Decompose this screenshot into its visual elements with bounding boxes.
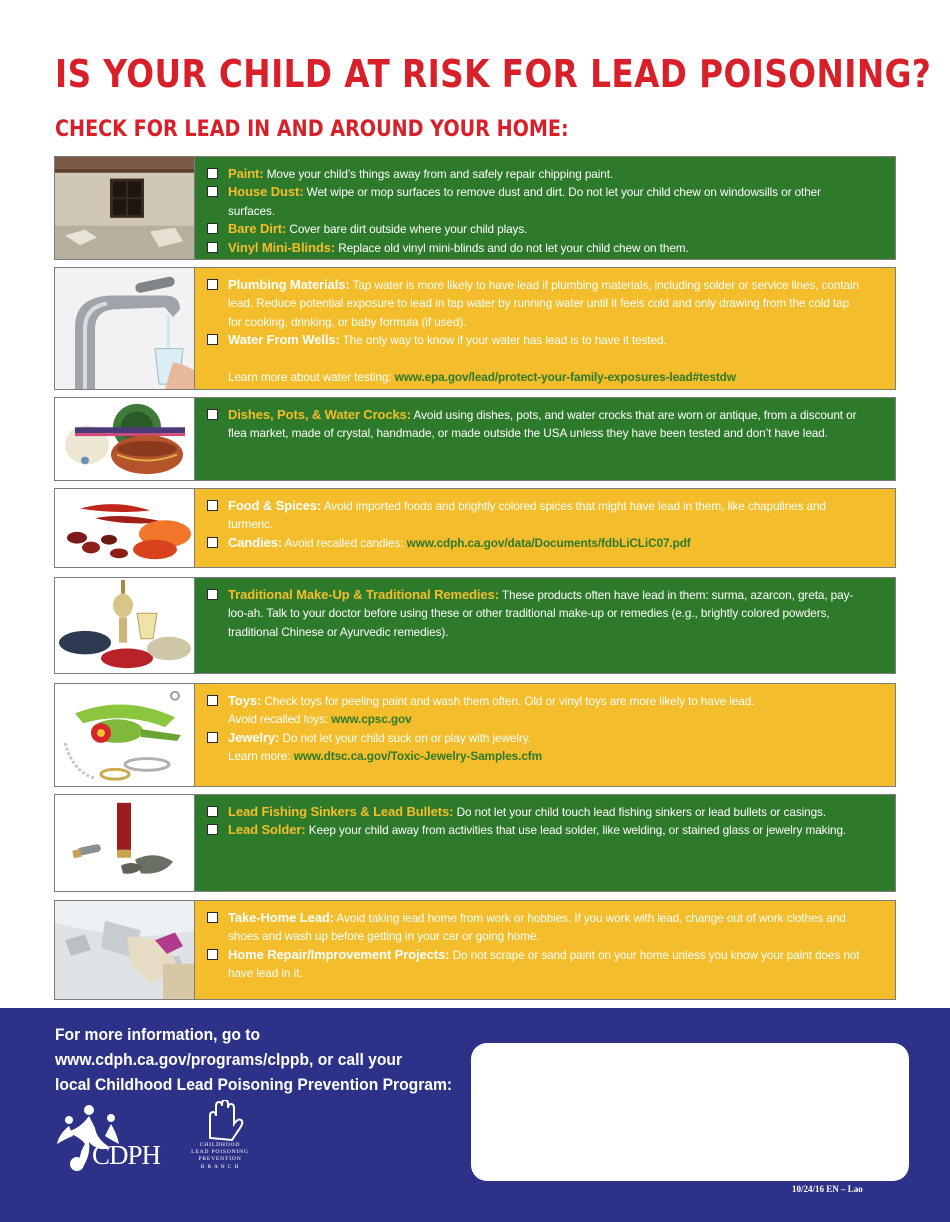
cdph-candy-link[interactable]: www.cdph.ca.gov/data/Documents/fdbLiCLiC07.pdf xyxy=(406,535,691,550)
clppb-logo xyxy=(188,1100,252,1182)
handprint-icon xyxy=(188,1100,252,1142)
section-food-content xyxy=(195,489,895,567)
clppb-wordmark: CHILDHOOD LEAD POISONING PREVENTION B R A N C H xyxy=(191,1142,249,1170)
checkbox[interactable] xyxy=(207,912,218,923)
scraping-paint-photo xyxy=(55,901,195,999)
section-fishing-content xyxy=(195,795,895,891)
section-makeup-content xyxy=(195,578,895,673)
checkbox[interactable] xyxy=(207,695,218,706)
checkbox[interactable] xyxy=(207,589,218,600)
checkbox[interactable] xyxy=(207,242,218,253)
checklist-item: Dishes, Pots, & Water Crocks: Avoid using dishes, pots, and water crocks that are worn or antique, from a discount or flea market, made of crystal, handmade, or made outside the USA unless they have been tested and don’t have lead. xyxy=(207,406,865,443)
checklist-item: Jewelry: Do not let your child suck on or play with jewelry. Learn more: www.dtsc.ca.gov/Toxic-Jewelry-Samples.cfm xyxy=(207,729,865,766)
checklist-item: Plumbing Materials: Tap water is more likely to have lead if plumbing materials, including solder or service lines, contain lead. Reduce potential exposure to lead in tap water by running water until it feels cold and only drawing from the cold tap for cooking, drinking, or baby formula (if used). xyxy=(207,276,865,331)
checkbox[interactable] xyxy=(207,409,218,420)
cdph-programs-link[interactable]: www.cdph.ca.gov/programs/clppb, or call your xyxy=(55,1050,403,1069)
epa-link[interactable]: www.epa.gov/lead/protect-your-family-exposures-lead#testdw xyxy=(394,369,736,384)
section-toys xyxy=(54,683,896,787)
water-testing-note: Learn more about water testing: www.epa.gov/lead/protect-your-family-exposures-lead#testdw xyxy=(228,369,736,384)
section-water-content xyxy=(195,268,895,389)
checklist-item: Toys: Check toys for peeling paint and wash them often. Old or vinyl toys are more likely to have lead. Avoid recalled toys: www.cpsc.gov xyxy=(207,692,865,729)
faucet-photo xyxy=(55,268,195,389)
section-water xyxy=(54,267,896,390)
checklist-item: Lead Solder: Keep your child away from activities that use lead solder, like welding, or stained glass or jewelry making. xyxy=(207,821,865,839)
section-fishing xyxy=(54,794,896,892)
checklist-item: Bare Dirt: Cover bare dirt outside where your child plays. xyxy=(207,220,865,238)
checkbox[interactable] xyxy=(207,334,218,345)
cpsc-link[interactable]: www.cpsc.gov xyxy=(331,712,412,727)
checklist-item: Water From Wells: The only way to know if your water has lead is to have it tested. xyxy=(207,331,865,349)
checkbox[interactable] xyxy=(207,732,218,743)
cdph-logo: CDPH xyxy=(55,1096,170,1178)
section-makeup xyxy=(54,577,896,674)
page-title: IS YOUR CHILD AT RISK FOR LEAD POISONING? xyxy=(55,52,932,96)
checklist-item: Take-Home Lead: Avoid taking lead home from work or hobbies. If you work with lead, change out of work clothes and shoes and wash up before getting in your car or going home. xyxy=(207,909,865,946)
checkbox[interactable] xyxy=(207,168,218,179)
section-takehome-content xyxy=(195,901,895,999)
checkbox[interactable] xyxy=(207,824,218,835)
checkbox[interactable] xyxy=(207,500,218,511)
dishes-photo xyxy=(55,398,195,480)
checkbox[interactable] xyxy=(207,186,218,197)
checkbox[interactable] xyxy=(207,223,218,234)
sinkers-bullets-photo xyxy=(55,795,195,891)
section-dishes xyxy=(54,397,896,481)
section-home xyxy=(54,156,896,260)
version-label: 10/24/16 EN – Lao xyxy=(792,1184,863,1194)
section-dishes-content xyxy=(195,398,895,480)
checklist-item: Traditional Make-Up & Traditional Remedies: These products often have lead in them: surma, azarcon, greta, pay-loo-ah. Talk to your doctor before using these or other traditional make-up or remedies (e.g., brightly colored powders, traditional Chinese or Ayurvedic remedies). xyxy=(207,586,865,641)
checklist-item: Home Repair/Improvement Projects: Do not scrape or sand paint on your home unless you know your paint does not have lead in it. xyxy=(207,946,865,983)
section-takehome xyxy=(54,900,896,1000)
checklist-item: Candies: Avoid recalled candies: www.cdph.ca.gov/data/Documents/fdbLiCLiC07.pdf xyxy=(207,534,865,552)
checklist-item: Lead Fishing Sinkers & Lead Bullets: Do not let your child touch lead fishing sinkers or lead bullets or casings. xyxy=(207,803,865,821)
checklist-item: Vinyl Mini-Blinds: Replace old vinyl mini-blinds and do not let your child chew on them. xyxy=(207,239,865,257)
local-program-contact-box xyxy=(471,1043,909,1181)
checkbox[interactable] xyxy=(207,949,218,960)
spices-photo xyxy=(55,489,195,567)
checkbox[interactable] xyxy=(207,806,218,817)
section-toys-content xyxy=(195,684,895,786)
makeup-photo xyxy=(55,578,195,673)
checkbox[interactable] xyxy=(207,279,218,290)
checklist-item: Paint: Move your child’s things away from and safely repair chipping paint. xyxy=(207,165,865,183)
checkbox[interactable] xyxy=(207,537,218,548)
footer-info-text: For more information, go to www.cdph.ca.gov/programs/clppb, or call your local Childhood Lead Poisoning Prevention Program: xyxy=(55,1025,453,1094)
section-food xyxy=(54,488,896,568)
dtsc-link[interactable]: www.dtsc.ca.gov/Toxic-Jewelry-Samples.cfm xyxy=(293,749,542,764)
house-wall-photo xyxy=(55,157,195,259)
checklist-item: House Dust: Wet wipe or mop surfaces to remove dust and dirt. Do not let your child chew on windowsills or other surfaces. xyxy=(207,183,865,220)
page-subtitle: CHECK FOR LEAD IN AND AROUND YOUR HOME: xyxy=(55,117,569,142)
section-home-content xyxy=(195,157,895,259)
footer xyxy=(0,1008,950,1222)
checklist-item: Food & Spices: Avoid imported foods and brightly colored spices that might have lead in them, like chapulines and turmeric. xyxy=(207,497,865,534)
toys-jewelry-photo xyxy=(55,684,195,786)
